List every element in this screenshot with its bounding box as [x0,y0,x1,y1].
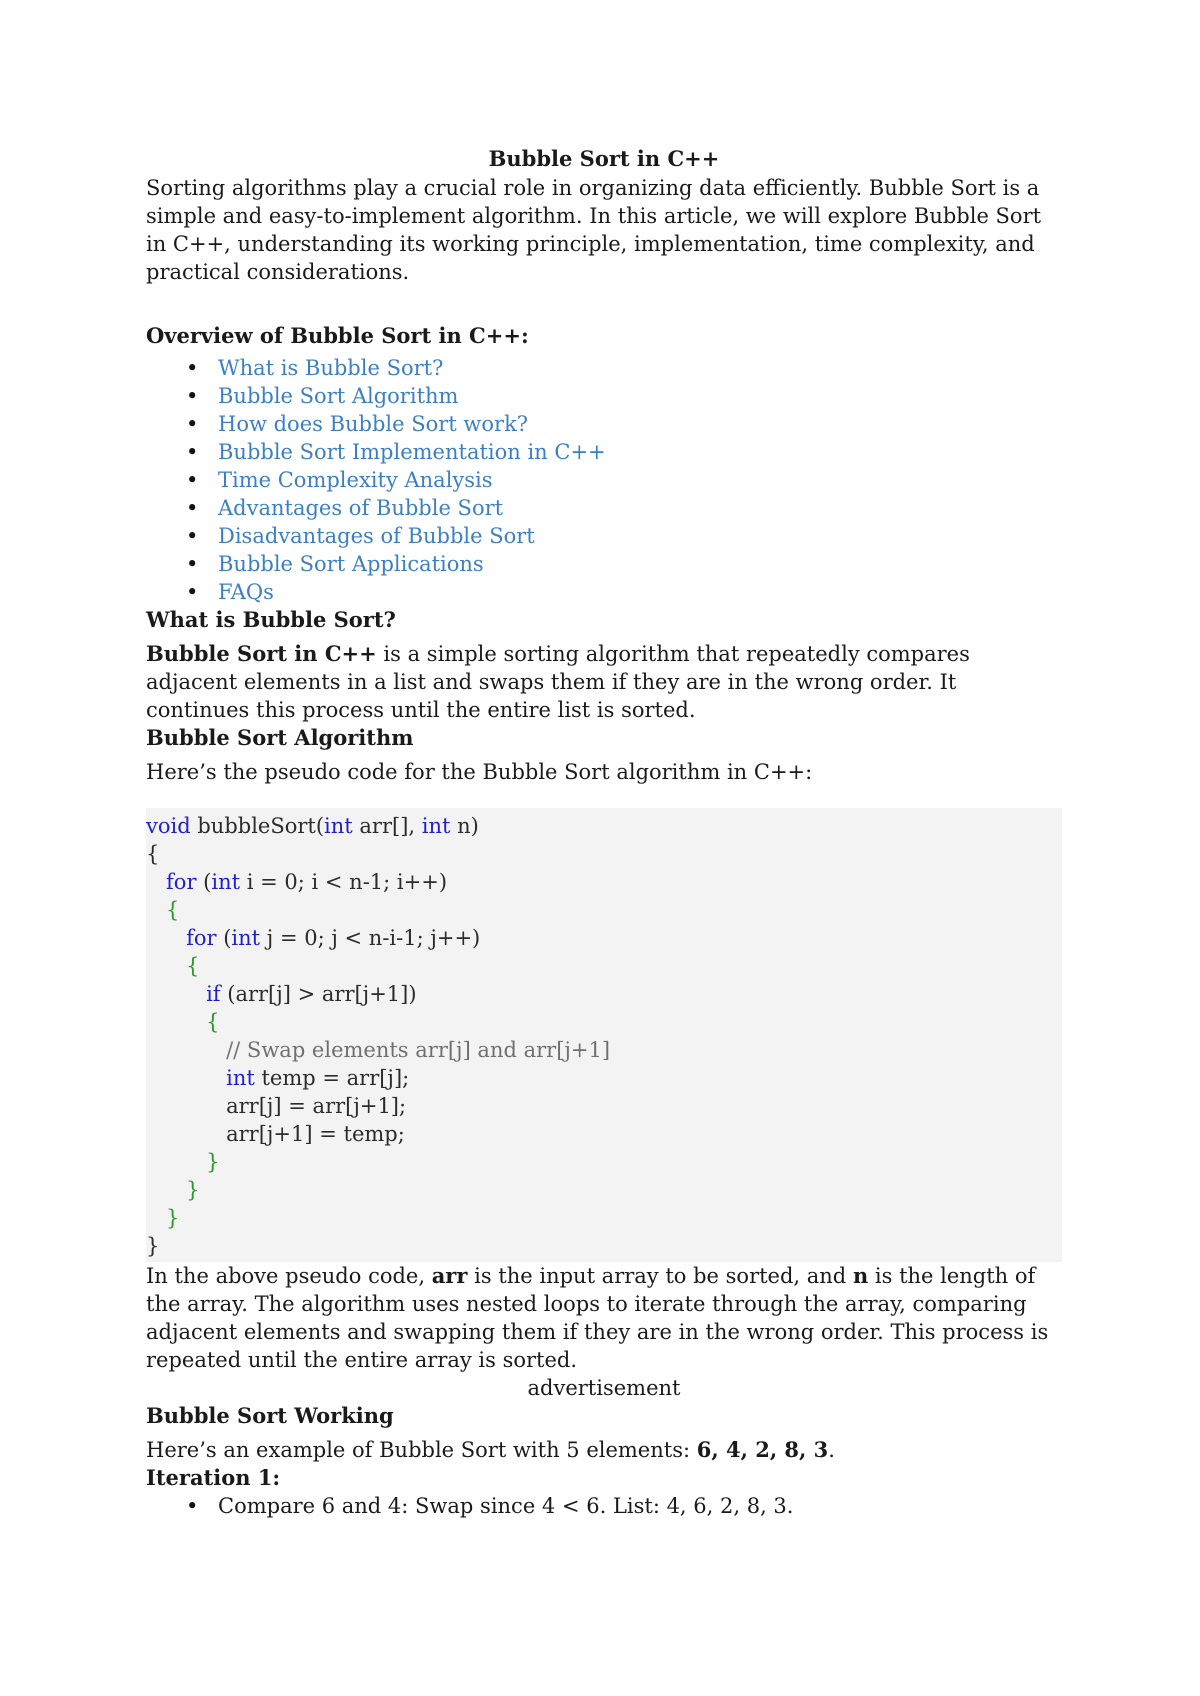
code-text: j = 0; j < n-i-1; j++) [260,926,481,950]
example-text: Here’s an example of Bubble Sort with 5 elements: [146,1438,697,1462]
code-brace: { [206,1010,220,1034]
code-text: n) [450,814,479,838]
inline-code: arr [431,1263,468,1288]
code-keyword: for [166,870,197,894]
algorithm-intro: Here’s the pseudo code for the Bubble Sort algorithm in C++: [146,760,813,784]
code-text: ( [216,926,232,950]
code-text: (arr[j] > arr[j+1]) [220,982,417,1006]
code-keyword: int [231,926,261,950]
code-line [146,980,1062,1008]
code-text: ( [196,870,212,894]
toc-link[interactable]: How does Bubble Sort work? [218,412,529,436]
code-line [146,1176,1062,1204]
code-keyword: if [206,982,221,1006]
toc-item-what-is[interactable] [146,354,1062,382]
code-comment: // Swap elements arr[j] and arr[j+1] [226,1038,611,1062]
toc-item-time-complexity[interactable] [146,466,1062,494]
intro-paragraph: Sorting algorithms play a crucial role in organizing data efficiently. Bubble Sort is a simple and easy-to-implement algorithm. In this article, we will explore Bubble Sort in C++, understanding its working principle, implementation, time complexity, and practical considerations. [146,176,1042,284]
example-text: . [828,1438,835,1462]
code-text: arr[j+1] = temp; [226,1122,405,1146]
toc-item-advantages[interactable] [146,494,1062,522]
iteration-steps [146,1492,1062,1520]
toc-link[interactable]: Bubble Sort Applications [218,552,484,576]
working-example [146,1436,1062,1464]
code-keyword: for [186,926,217,950]
explanation-text: is the input array to be sorted, and [467,1264,853,1288]
code-text: bubbleSort( [190,814,325,838]
code-text: temp = arr[j]; [254,1066,410,1090]
code-line [146,1148,1062,1176]
code-block [146,808,1062,1262]
overview-list [146,354,1062,606]
code-brace: { [186,954,200,978]
example-values: 6, 4, 2, 8, 3 [696,1437,829,1462]
what-is-paragraph [146,640,1062,724]
explanation-text: is the length of the array. The algorithm uses nested loops to iterate through the array, comparing adjacent elements and swapping them if they are in the wrong order. This process is repeated until the entire array is sorted. [146,1264,1049,1372]
toc-item-disadvantages[interactable] [146,522,1062,550]
iteration-step: • Compare 6 and 4: Swap since 4 < 6. List: 4, 6, 2, 8, 3. [146,1492,1062,1520]
toc-item-algorithm[interactable] [146,382,1062,410]
toc-link[interactable]: What is Bubble Sort? [218,356,444,380]
code-line [146,924,1062,952]
code-keyword: int [211,870,241,894]
code-line [146,1092,1062,1120]
code-brace: } [186,1178,200,1202]
page-title: Bubble Sort in C++ [488,146,720,171]
explanation-text: In the above pseudo code, [146,1264,432,1288]
toc-link[interactable]: FAQs [218,580,274,604]
algorithm-heading: Bubble Sort Algorithm [146,725,414,750]
code-text: arr[j] = arr[j+1]; [226,1094,407,1118]
document-body [146,146,1062,1520]
code-keyword: int [226,1066,255,1090]
code-line [146,1008,1062,1036]
toc-link[interactable]: Bubble Sort Algorithm [218,384,459,408]
code-text: i = 0; i < n-1; i++) [240,870,448,894]
code-line [146,812,1062,840]
code-line [146,1064,1062,1092]
code-brace: } [206,1150,220,1174]
toc-item-faqs[interactable] [146,578,1062,606]
what-is-heading: What is Bubble Sort? [146,607,396,632]
toc-link[interactable]: Time Complexity Analysis [218,468,493,492]
code-brace: { [146,842,160,866]
code-line [146,952,1062,980]
what-is-text: is a simple sorting algorithm that repeatedly compares adjacent elements in a list and swaps them if they are in the wrong order. It continues this process until the entire list is sorted. [146,642,970,722]
code-line [146,868,1062,896]
toc-link[interactable]: Bubble Sort Implementation in C++ [218,440,606,464]
algorithm-explanation [146,1262,1062,1374]
code-text: arr[], [352,814,422,838]
code-brace: { [166,898,180,922]
code-line [146,896,1062,924]
inline-code: n [852,1263,869,1288]
code-keyword: int [324,814,353,838]
code-line [146,1204,1062,1232]
toc-link[interactable]: Disadvantages of Bubble Sort [218,524,535,548]
bold-lead: Bubble Sort in C++ [146,641,377,666]
code-line [146,1036,1062,1064]
code-brace: } [166,1206,180,1230]
iteration-heading: Iteration 1: [146,1465,281,1490]
overview-heading: Overview of Bubble Sort in C++: [146,323,529,348]
toc-item-implementation[interactable] [146,438,1062,466]
code-line [146,1120,1062,1148]
toc-item-applications[interactable] [146,550,1062,578]
toc-item-how-works[interactable] [146,410,1062,438]
code-keyword: int [421,814,451,838]
toc-link[interactable]: Advantages of Bubble Sort [218,496,504,520]
working-heading: Bubble Sort Working [146,1403,394,1428]
code-keyword: void [146,814,191,838]
code-brace: } [146,1234,160,1258]
advertisement-label: advertisement [527,1376,681,1400]
